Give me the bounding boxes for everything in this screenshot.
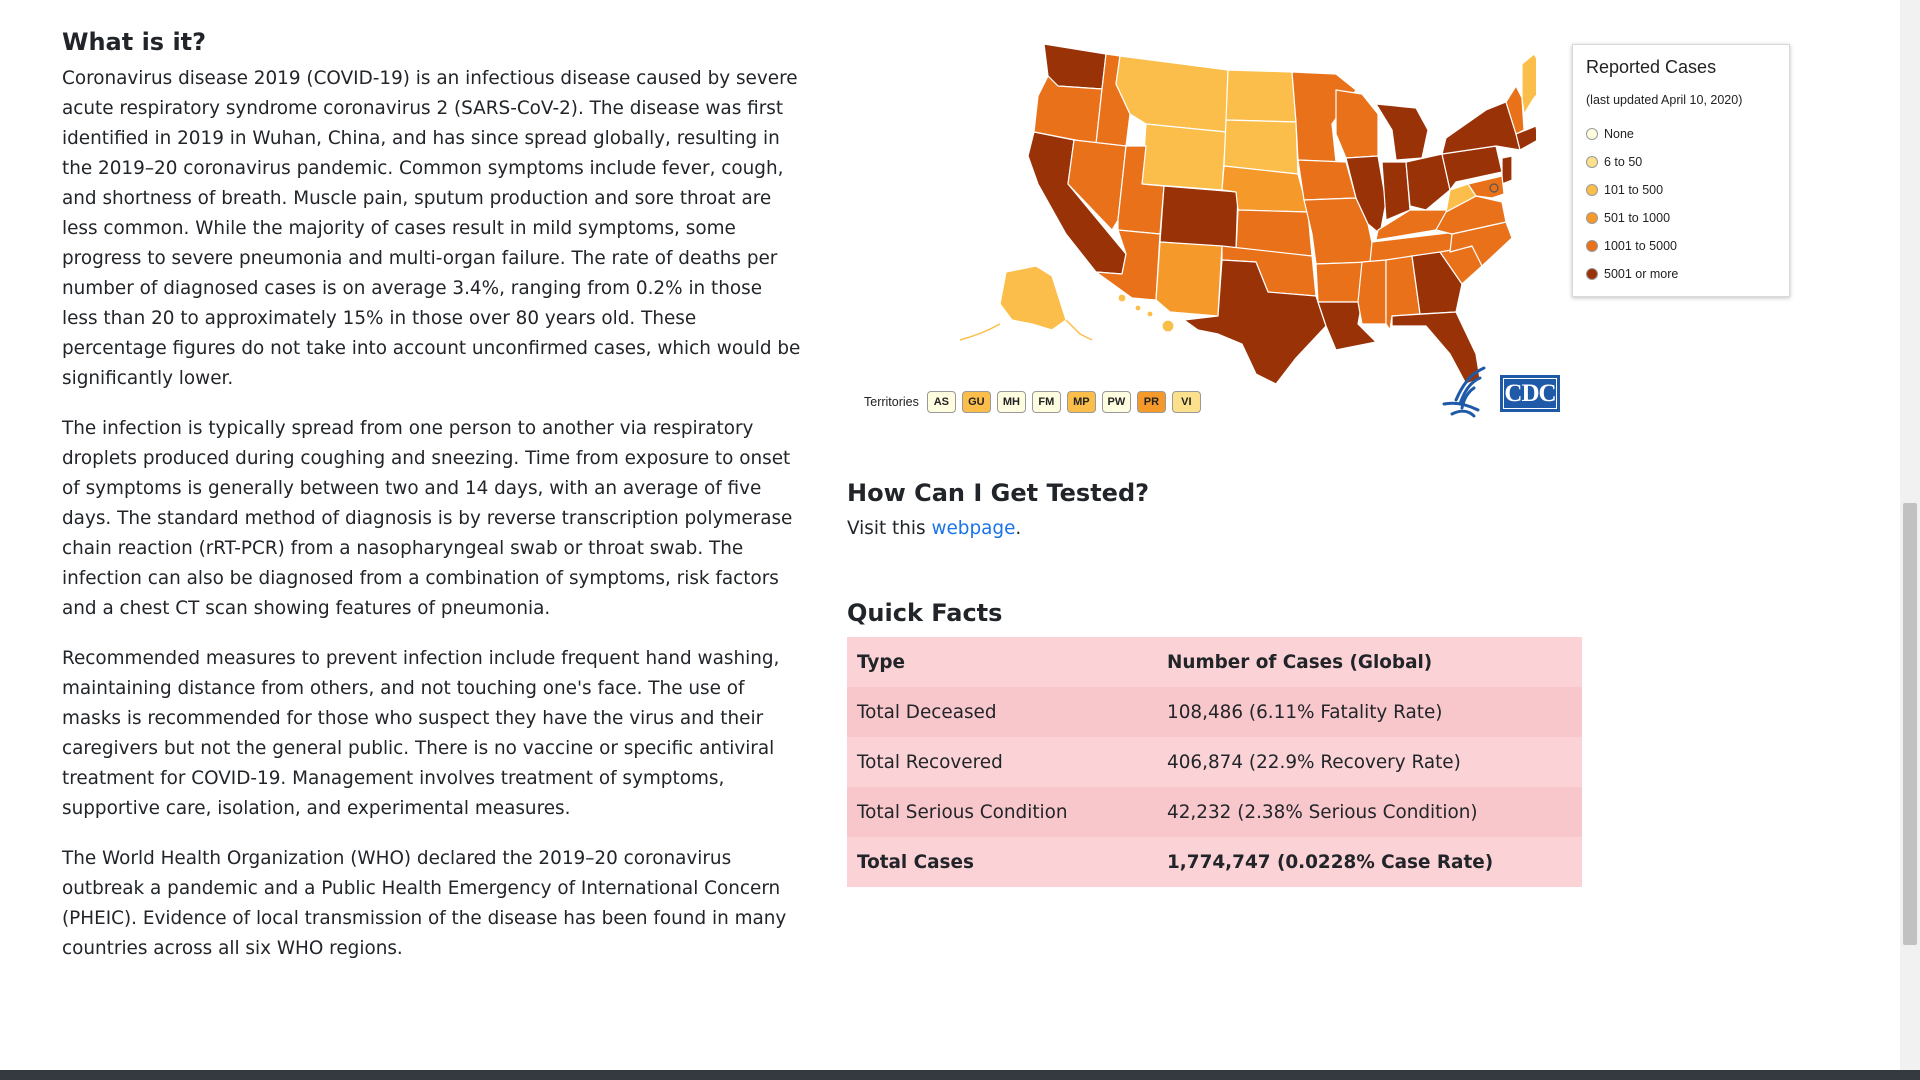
what-is-it-section [62, 24, 802, 984]
state-wy[interactable] [1142, 124, 1226, 190]
legend-title: Reported Cases [1586, 57, 1717, 77]
row-value: 42,232 (2.38% Serious Condition) [1167, 801, 1478, 823]
state-dc[interactable] [1490, 184, 1498, 192]
map-legend [1572, 44, 1790, 297]
state-ms[interactable] [1358, 260, 1386, 324]
territory-button-pr[interactable]: PR [1137, 391, 1166, 413]
paragraph-overview: Coronavirus disease 2019 (COVID-19) is an infectious disease caused by severe acute respiratory syndrome coronavirus 2 (SARS-CoV-2). The disease was first identified in 2019 in Wuhan, China, and has since spread globally, resulting in the 2019–20 coronavirus pandemic. Common symptoms include fever, cough, and shortness of breath. Muscle pain, sputum production and sore throat are less common. While the majority of cases result in mild symptoms, some progress to severe pneumonia and multi-organ failure. The rate of deaths per number of diagnosed cases is on average 3.4%, ranging from 0.2% in those less than 20 to approximately 15% in those over 80 years old. These percentage figures do not take into account unconfirmed cases, which would be significantly lower. [62, 68, 801, 389]
testing-section [847, 475, 1587, 544]
table-row [847, 687, 1582, 737]
page-scrollbar[interactable] [1900, 0, 1920, 1070]
column-header-cases: Number of Cases (Global) [1167, 651, 1433, 673]
state-nj[interactable] [1502, 156, 1512, 184]
hhs-eagle-logo[interactable] [1440, 364, 1490, 420]
us-cases-map [860, 28, 1743, 423]
state-hi-4[interactable] [1162, 320, 1174, 332]
state-ia[interactable] [1298, 160, 1356, 200]
table-header-row [847, 637, 1582, 687]
paragraph-transmission: The infection is typically spread from one person to another via respiratory droplets produced during coughing and sneezing. Time from exposure to onset of symptoms is generally between two and 14 days, with an average of five days. The standard method of diagnosis is by reverse transcription polymerase chain reaction (rRT-PCR) from a nasopharyngeal swab or throat swab. The infection can also be diagnosed from a combination of symptoms, risk factors and a chest CT scan showing features of pneumonia. [62, 418, 793, 619]
us-map-svg [916, 34, 1536, 404]
legend-swatch [1586, 128, 1598, 140]
territory-button-mp[interactable]: MP [1067, 391, 1096, 413]
table-row [847, 737, 1582, 787]
legend-item-5001-more: 5001 or more [1586, 267, 1678, 281]
state-wi[interactable] [1336, 90, 1378, 158]
state-mt[interactable] [1116, 56, 1228, 132]
territory-button-fm[interactable]: FM [1032, 391, 1061, 413]
state-me[interactable] [1522, 54, 1536, 114]
testing-heading: How Can I Get Tested? [847, 479, 1150, 507]
legend-swatch [1586, 268, 1598, 280]
territory-button-vi[interactable]: VI [1172, 391, 1201, 413]
row-type: Total Recovered [857, 751, 1003, 773]
legend-item-none: None [1586, 127, 1634, 141]
legend-item-501-1000: 501 to 1000 [1586, 211, 1670, 225]
territory-button-as[interactable]: AS [927, 391, 956, 413]
legend-swatch [1586, 212, 1598, 224]
legend-item-1001-5000: 1001 to 5000 [1586, 239, 1677, 253]
legend-item-101-500: 101 to 500 [1586, 183, 1663, 197]
state-hi-3[interactable] [1147, 311, 1153, 317]
state-hi-2[interactable] [1135, 305, 1141, 311]
state-co[interactable] [1160, 186, 1238, 248]
quick-facts-table [847, 637, 1582, 887]
row-value: 108,486 (6.11% Fatality Rate) [1167, 701, 1443, 723]
state-nd[interactable] [1226, 70, 1296, 122]
state-hi-1[interactable] [1118, 294, 1126, 302]
cdc-logo[interactable]: CDC [1500, 375, 1560, 412]
paragraph-prevention: Recommended measures to prevent infection include frequent hand washing, maintaining distance from others, and not touching one's face. The use of masks is recommended for those who suspect they have the virus and their caregivers but not the general public. There is no vaccine or specific antiviral treatment for COVID-19. Management involves treatment of symptoms, supportive care, isolation, and experimental measures. [62, 648, 780, 819]
territory-button-mh[interactable]: MH [997, 391, 1026, 413]
webpage-link[interactable]: webpage [931, 518, 1016, 539]
row-value: 406,874 (22.9% Recovery Rate) [1167, 751, 1461, 773]
state-mi[interactable] [1376, 104, 1428, 160]
footer-bar [0, 1070, 1920, 1080]
territories-label: Territories [864, 395, 919, 409]
legend-swatch [1586, 184, 1598, 196]
total-type: Total Cases [857, 851, 974, 873]
legend-swatch [1586, 240, 1598, 252]
legend-item-6-50: 6 to 50 [1586, 155, 1642, 169]
quick-facts-section [847, 595, 1587, 631]
territories-bar [864, 391, 1207, 413]
legend-updated-date: (last updated April 10, 2020) [1586, 93, 1743, 107]
column-header-type: Type [857, 651, 905, 673]
paragraph-who: The World Health Organization (WHO) declared the 2019–20 coronavirus outbreak a pandemic and a Public Health Emergency of International Concern (PHEIC). Evidence of local transmission of the disease has been found in many countries across all six WHO regions. [62, 848, 787, 959]
state-nm[interactable] [1156, 242, 1222, 316]
what-is-it-heading: What is it? [62, 28, 207, 56]
testing-text: Visit this webpage. [847, 518, 1022, 539]
state-sd[interactable] [1224, 120, 1298, 174]
table-total-row [847, 837, 1582, 887]
quick-facts-heading: Quick Facts [847, 599, 1003, 627]
state-in[interactable] [1382, 162, 1410, 220]
state-ak[interactable] [1000, 266, 1066, 330]
territory-button-pw[interactable]: PW [1102, 391, 1131, 413]
row-type: Total Serious Condition [857, 801, 1068, 823]
total-value: 1,774,747 (0.0228% Case Rate) [1167, 851, 1494, 873]
scrollbar-thumb[interactable] [1903, 503, 1917, 945]
row-type: Total Deceased [857, 701, 997, 723]
territory-button-gu[interactable]: GU [962, 391, 991, 413]
table-row [847, 787, 1582, 837]
legend-swatch [1586, 156, 1598, 168]
